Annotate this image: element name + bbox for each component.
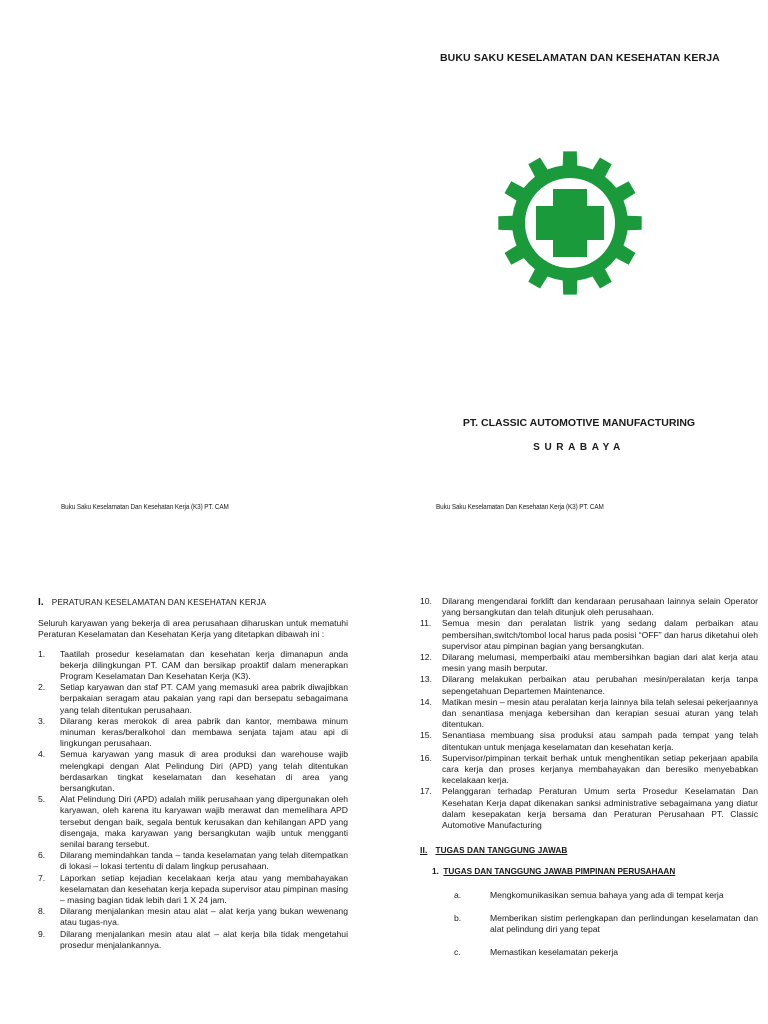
company-name: PT. CLASSIC AUTOMOTIVE MANUFACTURING xyxy=(462,417,696,429)
subsection-1-heading xyxy=(432,866,758,877)
duty-item-text: Memberikan sistim perlengkapan dan perlindungan keselamatan dan alat pelindung diri yang tepat xyxy=(490,912,758,935)
rule-item-text: Matikan mesin – mesin atau peralatan kerja lainnya bila telah selesai pekerjaannya dan senantiasa menjaga kebersihan dan kerapian sesuai aturan yang telah ditentukan. xyxy=(442,696,758,730)
rules-list-right xyxy=(420,596,758,831)
rule-item-number: 11. xyxy=(420,618,432,629)
rule-item xyxy=(420,618,758,652)
section-2-heading xyxy=(420,845,758,856)
rule-item-number: 15. xyxy=(420,730,432,741)
rule-item-number: 5. xyxy=(38,794,46,805)
rule-item xyxy=(38,682,348,716)
rule-item xyxy=(38,794,348,850)
section-2-title: TUGAS DAN TANGGUNG JAWAB xyxy=(435,846,568,856)
section-1-title: PERATURAN KESELAMATAN DAN KESEHATAN KERJA xyxy=(51,598,267,607)
duty-item-text: Memastikan keselamatan pekerja xyxy=(490,947,619,958)
subsection-1-title: TUGAS DAN TANGGUNG JAWAB PIMPINAN PERUSAHAAN xyxy=(443,867,676,877)
rule-item xyxy=(420,652,758,674)
section-1-heading xyxy=(38,597,348,608)
rule-item xyxy=(38,906,348,928)
rule-item-text: Dilarang mengendarai forklift dan kendaraan perusahaan lainnya selain Operator yang bersangkutan dan telah ditunjuk oleh perusahaan. xyxy=(442,596,758,618)
rule-item-number: 9. xyxy=(38,928,46,939)
duty-item-number: c. xyxy=(454,947,461,958)
rule-item xyxy=(420,753,758,787)
rule-item xyxy=(420,730,758,752)
page-left-column xyxy=(38,597,348,951)
rule-item xyxy=(38,749,348,794)
duty-item xyxy=(454,947,758,958)
rule-item xyxy=(38,929,348,951)
rule-item-text: Setiap karyawan dan staf PT. CAM yang memasuki area pabrik diwajibkan berpakaian seragam atau pakaian yang rapi dan bersepatu sebagaimana yang telah ditentukan perusahaan. xyxy=(60,682,348,715)
rule-item xyxy=(38,716,348,750)
section-1-number: I. xyxy=(38,597,44,608)
rule-item-text: Laporkan setiap kejadian kecelakaan kerja atau yang membahayakan keselamatan dan kesehatan kerja kepada supervisor atau pimpinan masing – masing bagian tidak lebih dari 1 X 24 jam. xyxy=(60,872,348,906)
rules-list-left xyxy=(38,649,348,951)
rule-item-number: 4. xyxy=(38,749,46,760)
rule-item xyxy=(420,697,758,731)
rule-item xyxy=(38,649,348,683)
rule-item-text: Dilarang memindahkan tanda – tanda keselamatan yang telah ditempatkan di lokasi – lokasi tertentu di dalam lingkup perusahaan. xyxy=(60,850,348,872)
rule-item-number: 17. xyxy=(420,786,432,797)
rule-item-text: Semua karyawan yang masuk di area produksi dan warehouse wajib melengkapi dengan Alat Pelindung Diri (APD) yang telah ditentukan berdasarkan tingkat keselamatan dan kesehatan di area yang bersangkutan. xyxy=(60,749,348,794)
rule-item-text: Senantiasa membuang sisa produksi atau sampah pada tempat yang telah ditentukan untuk menjaga keselamatan dan kesehatan kerja. xyxy=(442,730,758,752)
section-2-number: II. xyxy=(420,845,428,856)
rule-item-text: Alat Pelindung Diri (APD) adalah milik perusahaan yang dipergunakan oleh karyawan, oleh karena itu karyawan wajib merawat dan memelihara APD tersebut dengan baik, segala bentuk kerusakan dan kehilangan APD yang disengaja, maka karyawan yang bersangkutan wajib untuk mengganti senilai barang tersebut. xyxy=(60,794,348,850)
rule-item-text: Semua mesin dan peralatan listrik yang sedang dalam perbaikan atau pembersihan,switch/tombol local harus pada posisi “OFF” dan harus diketahui oleh supervisor atau pimpinan bagian yang bersangkutan. xyxy=(442,618,758,651)
rule-item-number: 16. xyxy=(420,752,432,763)
rule-item-number: 13. xyxy=(420,674,432,685)
duty-item-number: b. xyxy=(454,912,462,923)
rule-item-text: Taatilah prosedur keselamatan dan kesehatan kerja dimanapun anda bekerja dilingkungan PT. CAM dan bersikap proaktif dalam menerapkan Program Keselamatan Dan Kesehatan Kerja (K3). xyxy=(60,648,348,682)
rule-item-number: 6. xyxy=(38,850,46,861)
rule-item-number: 3. xyxy=(38,715,46,726)
rule-item-number: 12. xyxy=(420,652,432,663)
rule-item-text: Dilarang keras merokok di area pabrik dan kantor, membawa minum minuman keras/beralkohol dan membawa senjata tajam atau api di lingkungan perusahaan. xyxy=(60,715,348,749)
running-header-right: Buku Saku Keselamatan Dan Kesehatan Kerja (K3) PT. CAM xyxy=(436,502,604,511)
section-1-intro: Seluruh karyawan yang bekerja di area perusahaan diharuskan untuk mematuhi Peraturan Keselamatan dan Kesehatan Kerja yang ditetapkan dibawah ini : xyxy=(38,618,348,640)
rule-item-number: 8. xyxy=(38,906,46,917)
page-right-column xyxy=(420,596,758,970)
cross-shape xyxy=(536,189,604,257)
rule-item-text: Dilarang melakukan perbaikan atau perubahan mesin/peralatan kerja tanpa sepengetahuan Departemen Maintenance. xyxy=(442,674,758,696)
rule-item-number: 2. xyxy=(38,682,46,693)
rule-item-text: Pelanggaran terhadap Peraturan Umum serta Prosedur Keselamatan Dan Kesehatan Kerja dapat dikenakan sanksi administrative sebagaimana yang diatur dalam kesepakatan kerja bersama dan Peraturan Perusahaan PT. Classic Automotive Manufacturing xyxy=(442,786,758,831)
duty-item xyxy=(454,913,758,935)
rule-item-text: Dilarang menjalankan mesin atau alat – alat kerja yang bukan wewenang atau tugas-nya. xyxy=(60,906,348,928)
duty-item xyxy=(454,890,758,901)
rule-item-number: 1. xyxy=(38,648,46,659)
rule-item xyxy=(420,786,758,831)
rule-item xyxy=(38,873,348,907)
rule-item-number: 10. xyxy=(420,596,432,606)
duties-list xyxy=(420,890,758,959)
duty-item-text: Mengkomunikasikan semua bahaya yang ada di tempat kerja xyxy=(490,889,724,900)
book-title: BUKU SAKU KESELAMATAN DAN KESEHATAN KERJA xyxy=(440,52,720,64)
running-header-left: Buku Saku Keselamatan Dan Kesehatan Kerja (K3) PT. CAM xyxy=(61,502,229,511)
duty-item-number: a. xyxy=(454,889,462,900)
rule-item-text: Supervisor/pimpinan terkait berhak untuk menghentikan setiap pekerjaan apabila cara kerja dan proses kerjanya membahayakan dan beresiko menyebabkan kecelakaan kerja. xyxy=(442,752,758,786)
subsection-1-number: 1. xyxy=(432,867,439,877)
rule-item-text: Dilarang menjalankan mesin atau alat – alat kerja bila tidak mengetahui prosedur menjalankannya. xyxy=(60,928,348,950)
rule-item xyxy=(38,850,348,872)
rule-item xyxy=(420,674,758,696)
rule-item-number: 14. xyxy=(420,696,432,707)
k3-gear-cross-icon xyxy=(497,150,643,296)
rule-item-text: Dilarang melumasi, memperbaiki atau membersihkan bagian dari alat kerja atau mesin yang masih berputar. xyxy=(442,652,758,674)
rule-item-number: 7. xyxy=(38,872,46,883)
rule-item xyxy=(420,596,758,618)
company-city: SURABAYA xyxy=(533,442,625,453)
